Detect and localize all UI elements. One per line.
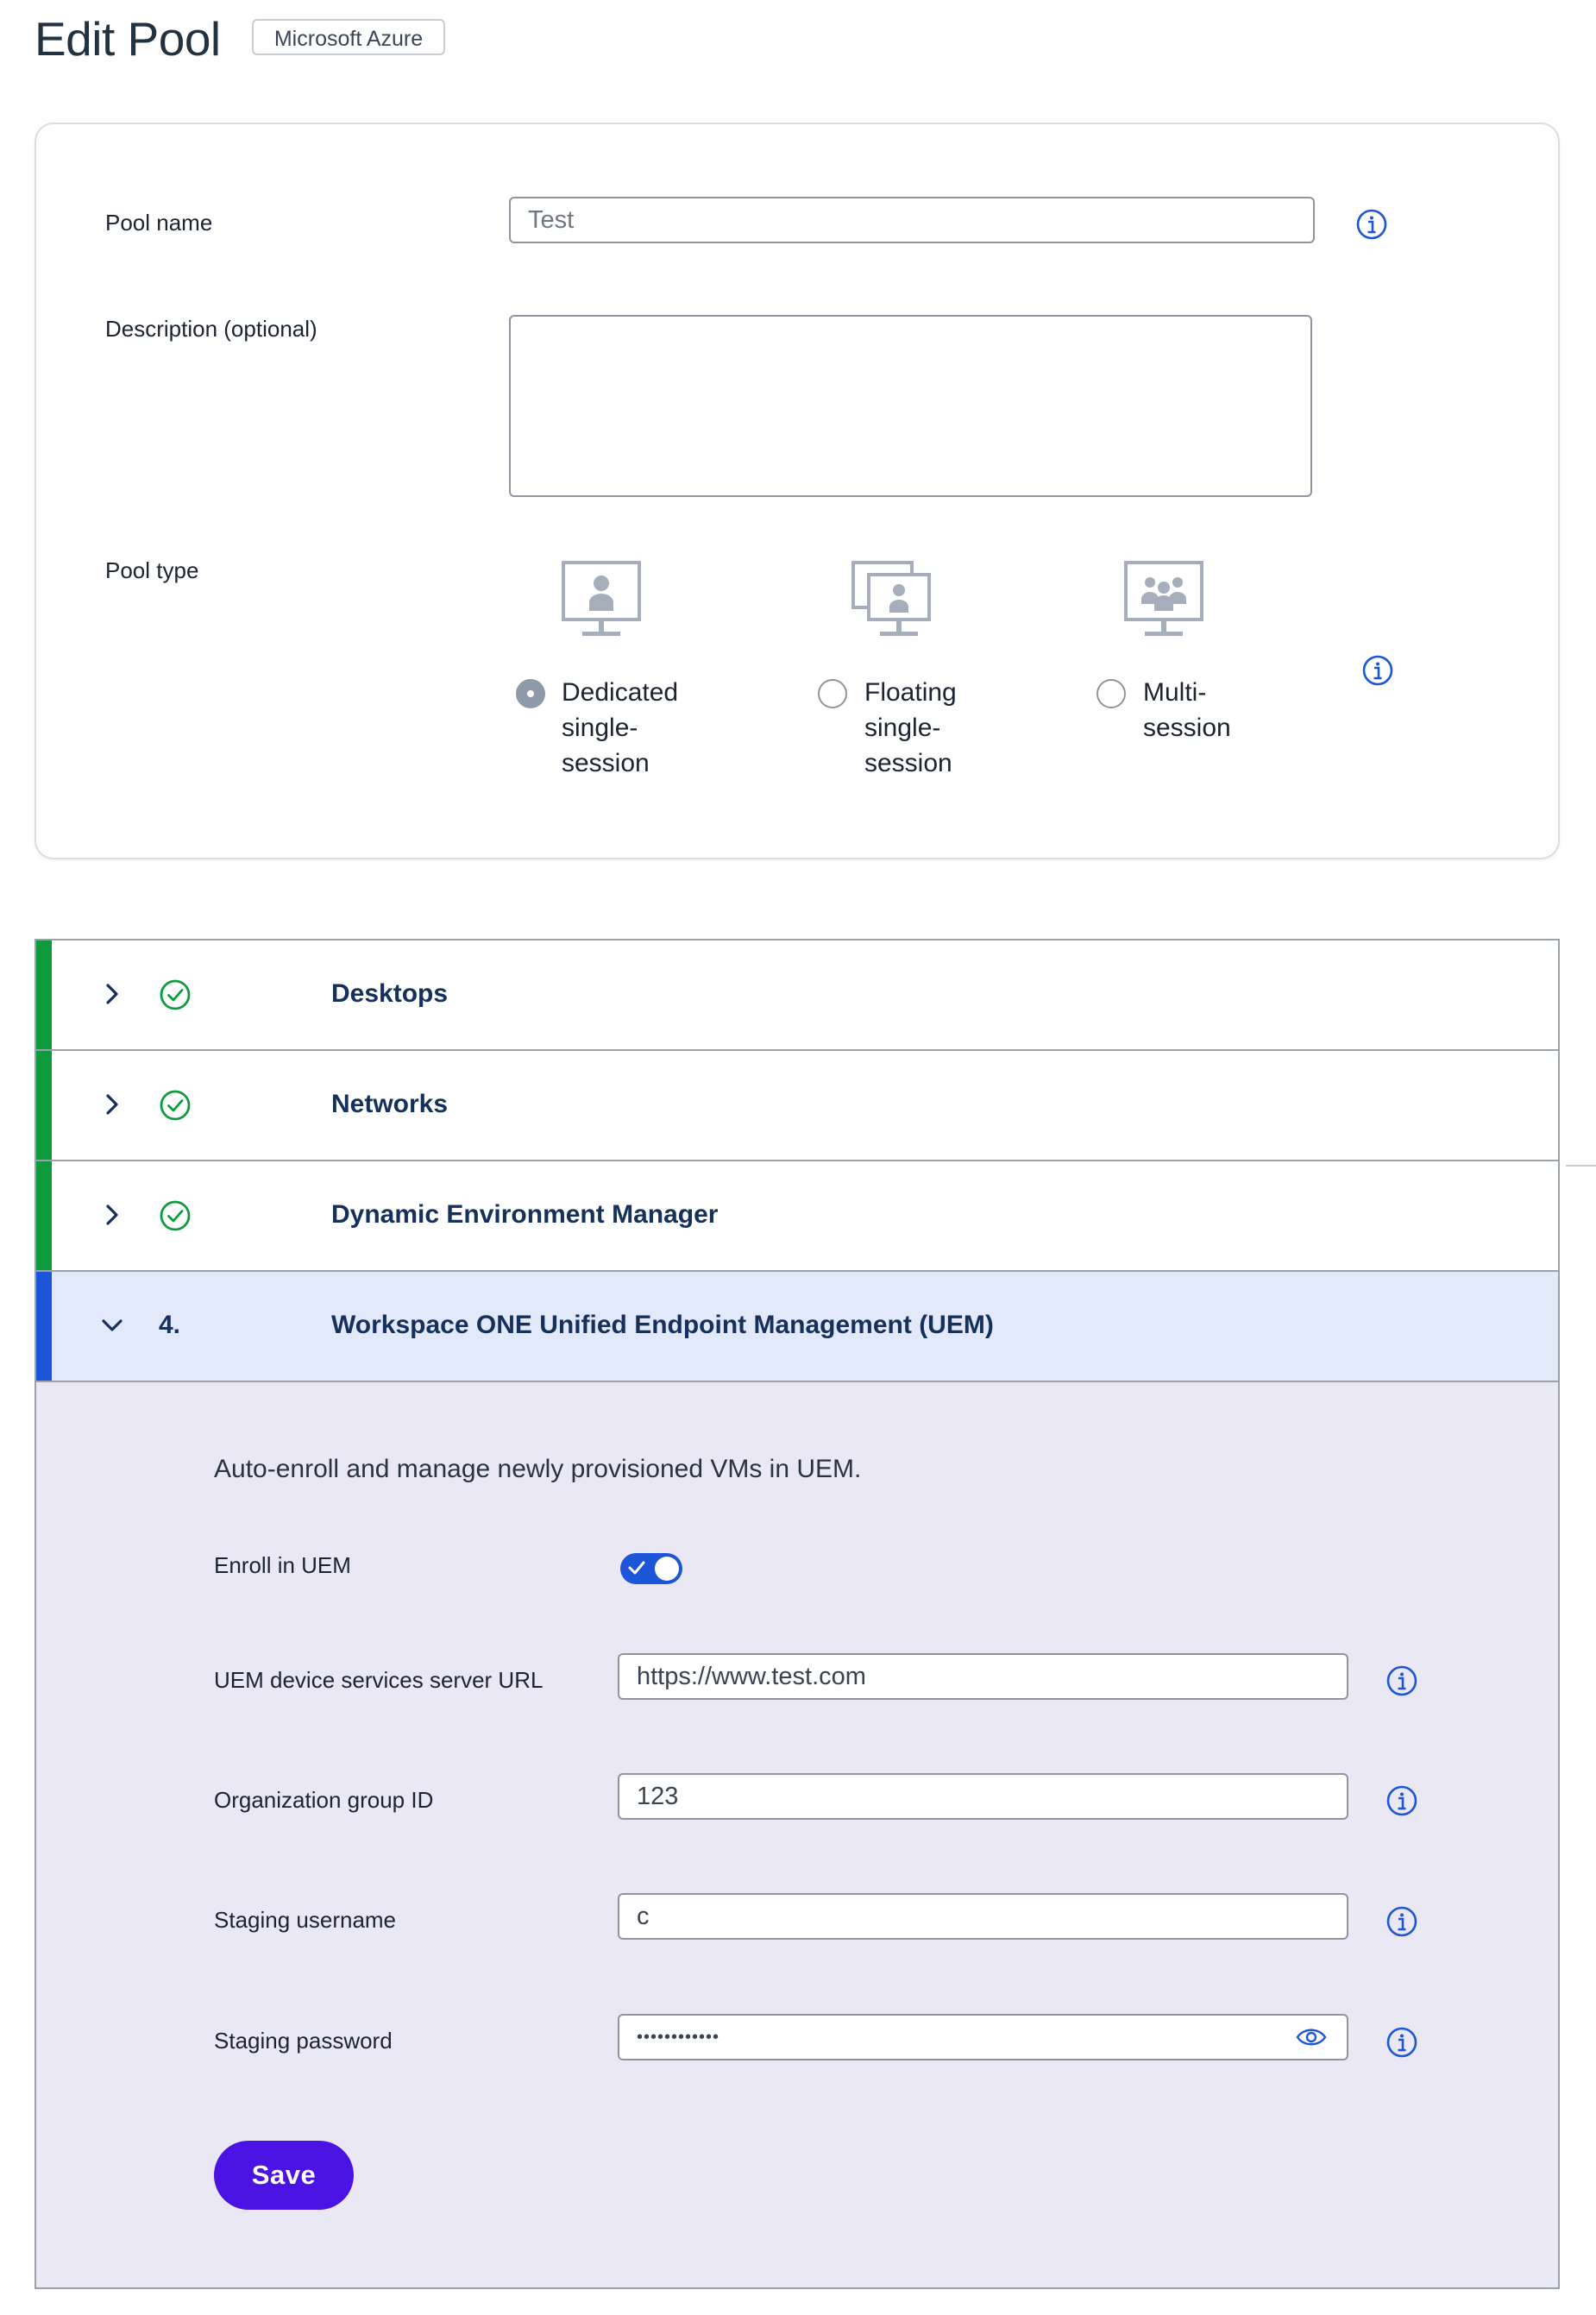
uem-url-input[interactable]: https://www.test.com bbox=[618, 1653, 1348, 1700]
pool-type-info-icon[interactable] bbox=[1361, 654, 1394, 687]
status-bar bbox=[36, 940, 52, 1049]
status-bar bbox=[36, 1051, 52, 1160]
accordion-dynamic-environment-manager[interactable] bbox=[35, 1160, 1560, 1270]
org-group-id-label: Organization group ID bbox=[214, 1787, 434, 1813]
status-bar bbox=[36, 1161, 52, 1270]
chevron-down-icon[interactable] bbox=[97, 1310, 128, 1341]
staging-username-info-icon[interactable] bbox=[1386, 1905, 1418, 1938]
provider-badge: Microsoft Azure bbox=[252, 19, 445, 55]
check-circle-icon bbox=[159, 978, 192, 1011]
toggle-knob bbox=[655, 1557, 679, 1581]
enroll-uem-toggle[interactable] bbox=[620, 1553, 682, 1584]
stacked-monitors-icon bbox=[850, 559, 933, 642]
org-group-id-info-icon[interactable] bbox=[1386, 1784, 1418, 1817]
pool-type-dedicated-label[interactable]: Dedicated single- session bbox=[562, 678, 679, 777]
check-circle-icon bbox=[159, 1089, 192, 1122]
chevron-right-icon[interactable] bbox=[97, 978, 128, 1010]
accordion-title[interactable]: Networks bbox=[331, 1090, 449, 1118]
staging-username-label: Staging username bbox=[214, 1907, 397, 1933]
uem-description: Auto-enroll and manage newly provisioned VMs in UEM. bbox=[214, 1455, 862, 1483]
chevron-right-icon[interactable] bbox=[97, 1199, 128, 1230]
pool-type-floating-radio[interactable] bbox=[818, 679, 847, 708]
multi-user-monitor-icon bbox=[1122, 559, 1205, 642]
uem-url-label: UEM device services server URL bbox=[214, 1667, 544, 1693]
pool-name-label: Pool name bbox=[105, 210, 213, 236]
staging-username-input[interactable]: c bbox=[618, 1893, 1348, 1940]
org-group-id-input[interactable]: 123 bbox=[618, 1773, 1348, 1820]
accordion-title[interactable]: Dynamic Environment Manager bbox=[331, 1200, 719, 1229]
uem-url-info-icon[interactable] bbox=[1386, 1664, 1418, 1697]
description-textarea[interactable] bbox=[509, 315, 1312, 497]
staging-password-label: Staging password bbox=[214, 2028, 393, 2054]
accordion-uem[interactable] bbox=[35, 1270, 1560, 1381]
single-user-monitor-icon bbox=[560, 559, 643, 642]
pool-type-dedicated-radio[interactable] bbox=[516, 679, 545, 708]
check-circle-icon bbox=[159, 1199, 192, 1232]
check-icon bbox=[627, 1558, 646, 1577]
pool-name-input[interactable]: Test bbox=[509, 197, 1315, 243]
status-bar bbox=[36, 1272, 52, 1381]
pool-type-multi-session-radio[interactable] bbox=[1096, 679, 1126, 708]
accordion-step-number: 4. bbox=[159, 1311, 181, 1339]
accordion-networks[interactable] bbox=[35, 1049, 1560, 1160]
pool-type-floating-label[interactable]: Floating single- session bbox=[864, 678, 957, 777]
show-password-eye-icon[interactable] bbox=[1296, 2025, 1327, 2049]
chevron-right-icon[interactable] bbox=[97, 1089, 128, 1120]
divider bbox=[1566, 1165, 1596, 1167]
pool-type-multi-session-label[interactable]: Multi- session bbox=[1143, 678, 1231, 742]
accordion-title[interactable]: Workspace ONE Unified Endpoint Management (UEM) bbox=[331, 1311, 994, 1339]
save-button[interactable]: Save bbox=[214, 2141, 354, 2210]
enroll-uem-label: Enroll in UEM bbox=[214, 1552, 351, 1578]
pool-name-info-icon[interactable] bbox=[1355, 208, 1388, 241]
staging-password-input[interactable]: •••••••••••• bbox=[618, 2014, 1348, 2060]
staging-password-info-icon[interactable] bbox=[1386, 2026, 1418, 2059]
page-title: Edit Pool bbox=[35, 12, 221, 66]
pool-type-label: Pool type bbox=[105, 557, 199, 583]
accordion-title[interactable]: Desktops bbox=[331, 979, 449, 1008]
accordion-desktops[interactable] bbox=[35, 939, 1560, 1049]
description-label: Description (optional) bbox=[105, 316, 317, 342]
